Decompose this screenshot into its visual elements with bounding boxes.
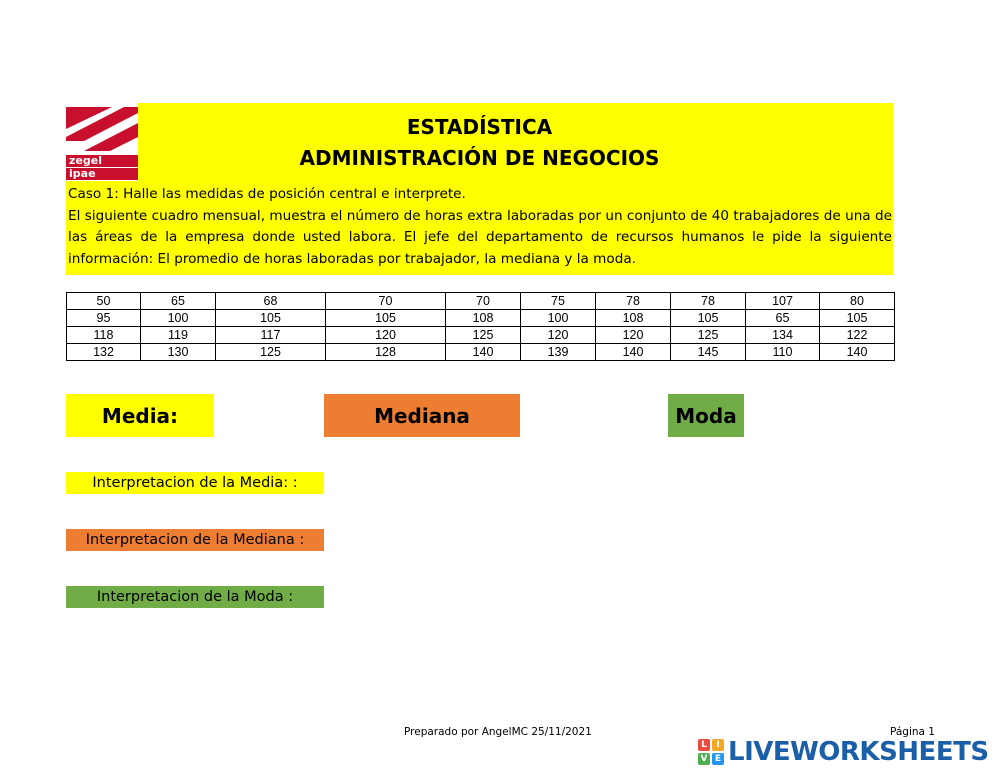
table-cell: 145 (671, 344, 746, 361)
table-row (67, 310, 895, 327)
table-cell: 120 (521, 327, 596, 344)
table-cell: 118 (67, 327, 141, 344)
table-cell: 105 (216, 310, 326, 327)
table-row (67, 293, 895, 310)
case-description-text: El siguiente cuadro mensual, muestra el número de horas extra laboradas por un conjunto de 40 trabajadores de una de las áreas de la empresa donde usted labora. El jefe del departamento de recursos humanos le pide la siguiente información: El promedio de horas laboradas por trabajador, la mediana y la moda. (68, 207, 892, 267)
table-cell: 78 (671, 293, 746, 310)
table-cell: 78 (596, 293, 671, 310)
mediana-label: Mediana (374, 403, 470, 428)
page-title: ESTADÍSTICA (406, 115, 553, 139)
table-cell: 125 (216, 344, 326, 361)
liveworksheets-text: LIVEWORKSHEETS (728, 737, 989, 767)
table-cell: 139 (521, 344, 596, 361)
media-label: Media: (101, 403, 179, 428)
liveworksheets-grid-icon (698, 739, 724, 765)
lw-grid-letter: V (698, 753, 710, 765)
table-cell: 108 (446, 310, 521, 327)
table-cell: 120 (596, 327, 671, 344)
table-cell: 70 (326, 293, 446, 310)
table-cell: 107 (746, 293, 820, 310)
table-cell: 132 (67, 344, 141, 361)
liveworksheets-logo (698, 737, 989, 767)
lw-grid-letter: I (712, 739, 724, 751)
table-cell: 105 (820, 310, 895, 327)
table-cell: 105 (326, 310, 446, 327)
data-table (66, 292, 895, 361)
table-row (67, 327, 895, 344)
table-cell: 75 (521, 293, 596, 310)
table-cell: 65 (141, 293, 216, 310)
table-cell: 125 (446, 327, 521, 344)
table-cell: 125 (671, 327, 746, 344)
logo-text-ipae: ipae (66, 168, 138, 180)
table-cell: 105 (671, 310, 746, 327)
table-cell: 95 (67, 310, 141, 327)
footer-prepared-by: Preparado por AngelMC 25/11/2021 (404, 726, 592, 738)
table-cell: 130 (141, 344, 216, 361)
moda-label: Moda (675, 403, 737, 428)
table-cell: 134 (746, 327, 820, 344)
table-cell: 68 (216, 293, 326, 310)
logo-text-zegel: zegel (66, 155, 138, 167)
case-description (68, 184, 892, 270)
page-subtitle: ADMINISTRACIÓN DE NEGOCIOS (299, 146, 660, 170)
media-label-box (66, 394, 214, 437)
table-cell: 110 (746, 344, 820, 361)
table-cell: 70 (446, 293, 521, 310)
mediana-label-box (324, 394, 520, 437)
table-cell: 117 (216, 327, 326, 344)
moda-label-box (668, 394, 744, 437)
table-cell: 119 (141, 327, 216, 344)
table-cell: 100 (521, 310, 596, 327)
table-cell: 50 (67, 293, 141, 310)
table-cell: 100 (141, 310, 216, 327)
case-line: Caso 1: Halle las medidas de posición central e interprete. (68, 186, 466, 202)
table-cell: 122 (820, 327, 895, 344)
lw-grid-letter: E (712, 753, 724, 765)
interpretation-media-label: Interpretacion de la Media: : (66, 472, 324, 494)
table-cell: 120 (326, 327, 446, 344)
table-cell: 140 (820, 344, 895, 361)
table-cell: 80 (820, 293, 895, 310)
table-row (67, 344, 895, 361)
lw-grid-letter: L (698, 739, 710, 751)
table-cell: 65 (746, 310, 820, 327)
footer-page-number: Página 1 (890, 726, 935, 738)
interpretation-mediana-label: Interpretacion de la Mediana : (66, 529, 324, 551)
interpretation-moda-label: Interpretacion de la Moda : (66, 586, 324, 608)
table-cell: 128 (326, 344, 446, 361)
table-cell: 140 (446, 344, 521, 361)
table-cell: 140 (596, 344, 671, 361)
table-cell: 108 (596, 310, 671, 327)
